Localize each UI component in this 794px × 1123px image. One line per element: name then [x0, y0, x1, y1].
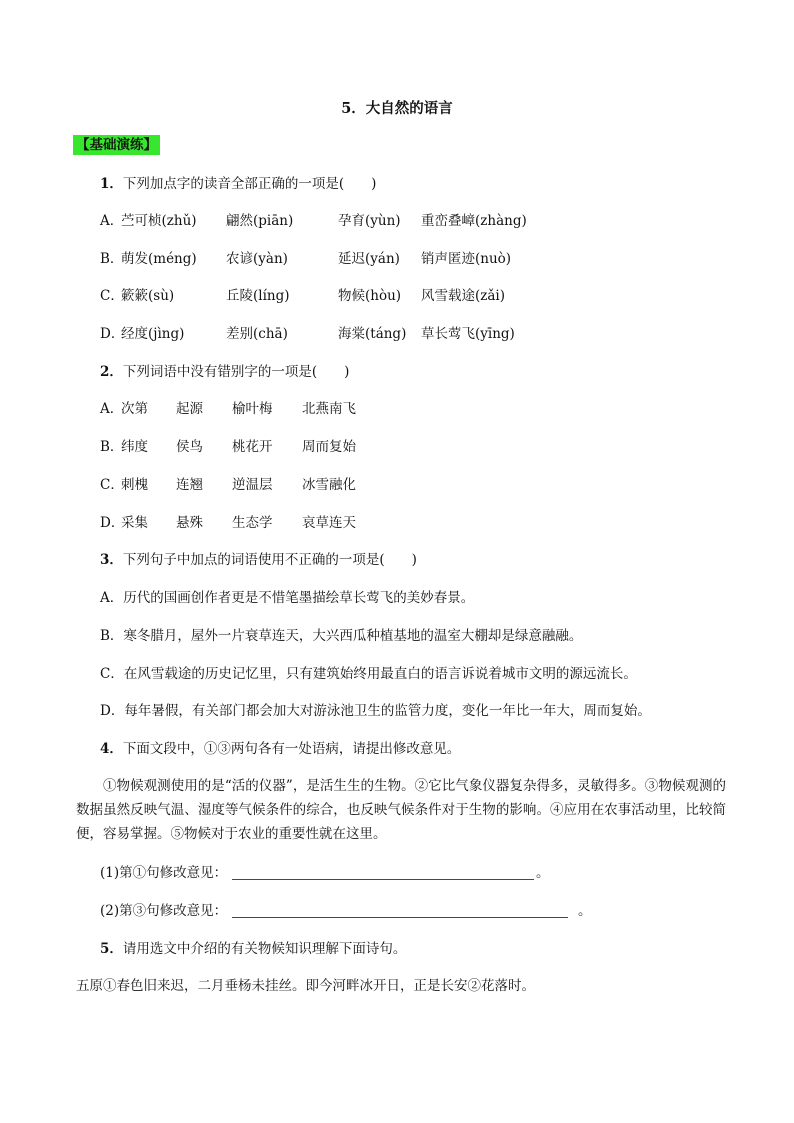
q3-option-a [100, 588, 474, 608]
question-3 [100, 550, 417, 570]
q4-sub1-label: (1)第①句修改意见： [100, 865, 228, 881]
option-item: 冰雪融化 [302, 477, 356, 493]
question-2 [100, 362, 349, 382]
option-item: 侯鸟 [176, 439, 203, 455]
question-number: 4． [100, 741, 123, 757]
q4-passage: ①物候观测使用的是“活的仪器”，是活生生的生物。②它比气象仪器复杂得多，灵敏得多。③物候观测的数据虽然反映气温、湿度等气候条件的综合，也反映气候条件对于生物的影响。④应用在农事活动里，比较简便，容易掌握。⑤物候对于农业的重要性就在这里。 [76, 778, 726, 842]
option-item: 桃花开 [232, 439, 273, 455]
question-5 [100, 939, 406, 959]
option-item: 延迟(yán) [338, 251, 400, 267]
question-stem: 下列加点字的读音全部正确的一项是( ) [122, 176, 377, 192]
option-item: 悬殊 [176, 515, 203, 531]
question-number: 2． [100, 364, 123, 380]
q4-sub2-answer-line[interactable] [232, 917, 568, 918]
q4-sub2-end: 。 [578, 903, 592, 919]
option-item: 刺槐 [121, 477, 148, 493]
option-item: 农谚(yàn) [226, 251, 288, 267]
option-letter: D． [100, 515, 125, 531]
option-item: 萌发(méng) [121, 251, 197, 267]
option-item: 北燕南飞 [302, 401, 356, 417]
option-item: 榆叶梅 [232, 401, 273, 417]
option-item: 孕育(yùn) [338, 213, 401, 229]
option-item: 起源 [176, 401, 203, 417]
q3-option-b [100, 626, 582, 646]
question-stem: 下面文段中，①③两句各有一处语病，请提出修改意见。 [122, 741, 461, 757]
option-item: 逆温层 [232, 477, 273, 493]
question-number: 5． [100, 941, 123, 957]
option-letter: B． [100, 251, 124, 267]
option-item: 翩然(piān) [226, 213, 294, 229]
option-item: 经度(jìng) [121, 326, 185, 342]
option-item: 簌簌(sù) [121, 288, 175, 304]
option-item: 差别(chā) [226, 326, 288, 342]
option-item: 哀草连天 [302, 515, 356, 531]
option-letter: B． [100, 439, 124, 455]
section-tag-basic-practice: 【基础演练】 [73, 135, 160, 155]
q4-sub1-end: 。 [536, 865, 550, 881]
question-1 [100, 174, 376, 194]
q4-sub2-label: (2)第③句修改意见： [100, 903, 228, 919]
option-letter: D． [100, 326, 125, 342]
question-number: 3． [100, 552, 123, 568]
option-text: 在风雪载途的历史记忆里，只有建筑始终用最直白的语言诉说着城市文明的源远流长。 [123, 666, 637, 682]
q4-sub1-answer-line[interactable] [232, 879, 534, 880]
q5-poem: 五原①春色旧来迟，二月垂杨未挂丝。即今河畔冰开日，正是长安②花落时。 [76, 978, 535, 994]
option-letter: D． [100, 703, 125, 719]
option-item: 海棠(táng) [338, 326, 407, 342]
option-item: 风雪载途(zǎi) [421, 288, 506, 304]
option-item: 采集 [121, 515, 148, 531]
option-item: 周而复始 [302, 439, 356, 455]
option-text: 历代的国画创作者更是不惜笔墨描绘草长莺飞的美妙春景。 [123, 590, 475, 606]
option-item: 草长莺飞(yīng) [421, 326, 515, 342]
question-number: 1． [100, 176, 123, 192]
question-stem: 请用选文中介绍的有关物候知识理解下面诗句。 [122, 941, 407, 957]
option-item: 纬度 [121, 439, 148, 455]
option-text: 每年暑假，有关部门都会加大对游泳池卫生的监管力度，变化一年比一年大，周而复始。 [124, 703, 651, 719]
option-text: 寒冬腊月，屋外一片衰草连天，大兴西瓜种植基地的温室大棚却是绿意融融。 [123, 628, 583, 644]
option-item: 苎可桢(zhǔ) [121, 213, 197, 229]
option-letter: C． [100, 477, 124, 493]
q3-option-c [100, 664, 637, 684]
option-item: 销声匿迹(nuò) [421, 251, 512, 267]
option-item: 次第 [121, 401, 148, 417]
option-item: 丘陵(líng) [226, 288, 290, 304]
option-item: 连翘 [176, 477, 203, 493]
option-item: 生态学 [232, 515, 273, 531]
option-letter: B． [100, 628, 124, 644]
option-letter: C． [100, 288, 124, 304]
q3-option-d [100, 701, 651, 721]
page-title: 5．大自然的语言 [341, 100, 453, 117]
question-4 [100, 739, 460, 759]
option-letter: C． [100, 666, 124, 682]
option-letter: A． [100, 590, 124, 606]
option-letter: A． [100, 213, 124, 229]
question-stem: 下列句子中加点的词语使用不正确的一项是( ) [122, 552, 417, 568]
question-stem: 下列词语中没有错别字的一项是( ) [122, 364, 350, 380]
option-item: 重峦叠嶂(zhàng) [421, 213, 527, 229]
option-letter: A． [100, 401, 124, 417]
option-item: 物候(hòu) [338, 288, 402, 304]
